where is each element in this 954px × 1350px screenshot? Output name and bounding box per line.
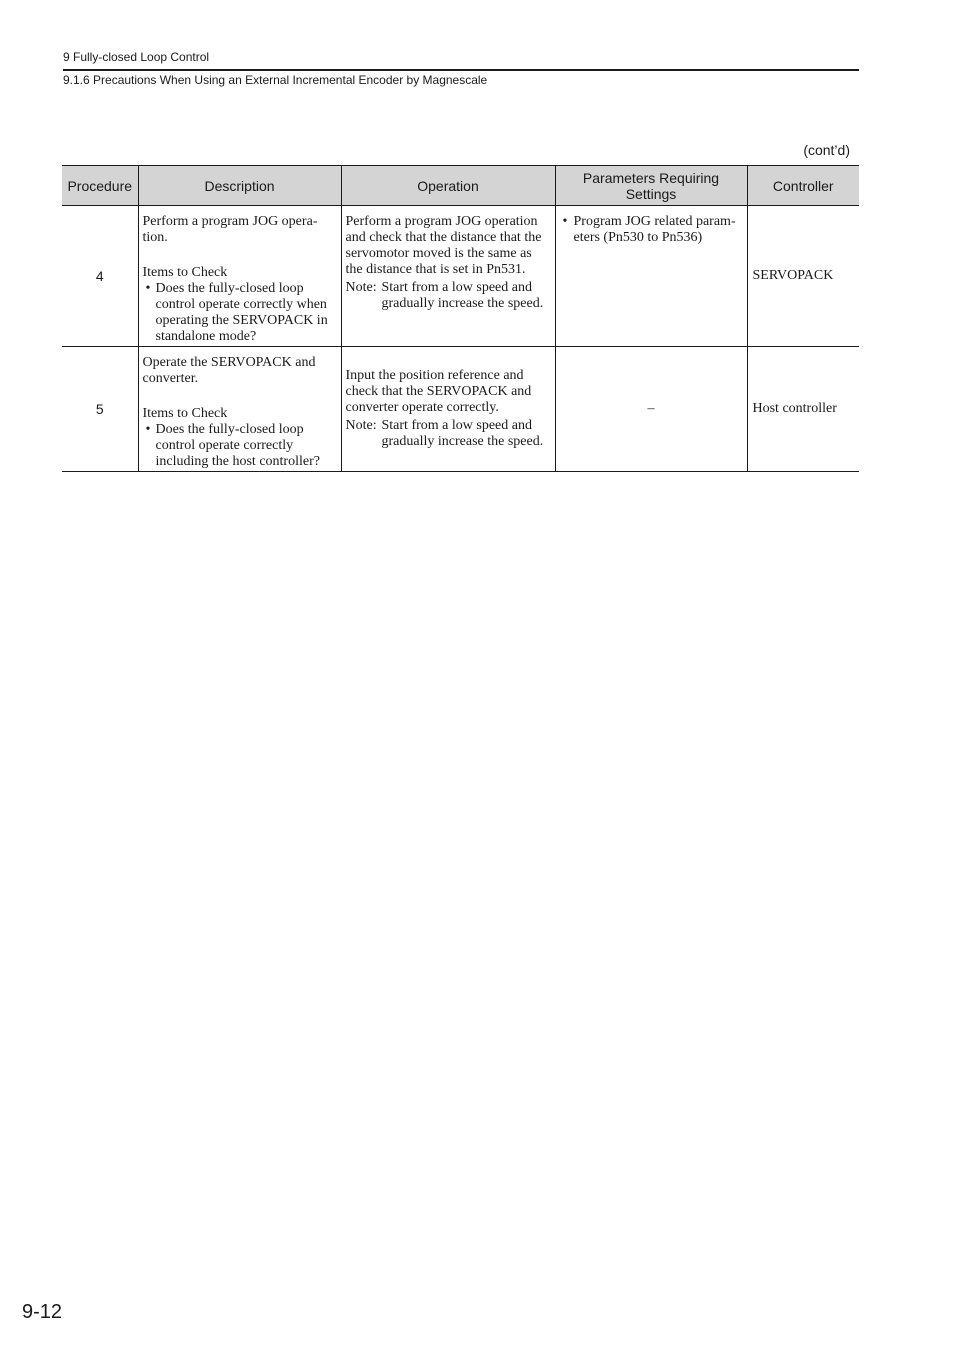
spacer [143, 246, 337, 265]
column-header-parameters [555, 166, 747, 206]
procedure-number: 5 [62, 347, 138, 472]
table-row [62, 347, 859, 472]
check-item-text: Does the fully-closed loop control operate correctly when operating the SERVOPACK in standalone mode? [155, 281, 328, 344]
bullet-icon: • [145, 281, 151, 296]
description-text: Perform a program JOG opera-tion. [142, 214, 318, 245]
page-number: 9-12 [22, 1301, 63, 1323]
operation-text: Input the position reference and check that the SERVOPACK and converter operate correctly. [345, 368, 532, 415]
parameter-item [561, 214, 743, 246]
note-text: Start from a low speed and gradually increase the speed. [381, 280, 544, 311]
items-to-check-heading: Items to Check [142, 406, 228, 421]
procedure-table [62, 165, 859, 472]
description-cell [138, 206, 341, 347]
chapter-heading: 9 Fully-closed Loop Control [63, 50, 210, 64]
table-row [62, 206, 859, 347]
column-header-controller: Controller [747, 166, 859, 206]
column-header-procedure: Procedure [62, 166, 138, 206]
table-header-row [62, 166, 859, 206]
parameters-cell: – [555, 347, 747, 472]
parameters-cell [555, 206, 747, 347]
note-label: Note: [345, 418, 377, 433]
operation-text: Perform a program JOG operation and check that the distance that the servomotor moved is the same as the distance that is set in Pn531. [345, 214, 542, 277]
check-item [143, 422, 337, 470]
operation-cell [341, 206, 555, 347]
column-header-parameters-text: Parameters Requiring Settings [582, 169, 720, 202]
controller-cell: Host controller [747, 347, 859, 472]
operation-cell [341, 347, 555, 472]
section-heading: 9.1.6 Precautions When Using an External Incremental Encoder by Magnescale [63, 73, 488, 87]
operation-note [346, 280, 551, 312]
column-header-operation: Operation [341, 166, 555, 206]
description-text: Operate the SERVOPACK and converter. [142, 355, 316, 386]
operation-note [346, 418, 551, 450]
bullet-icon: • [145, 422, 151, 437]
parameter-item-text: Program JOG related param-eters (Pn530 to Pn536) [573, 214, 736, 245]
header-divider [63, 69, 859, 71]
continued-label: (cont’d) [803, 142, 850, 158]
bullet-icon: • [562, 214, 568, 229]
note-label: Note: [345, 280, 377, 295]
column-header-description: Description [138, 166, 341, 206]
check-item-text: Does the fully-closed loop control operate correctly including the host controller? [155, 422, 320, 469]
items-to-check-heading: Items to Check [142, 265, 228, 280]
spacer [143, 387, 337, 406]
controller-cell: SERVOPACK [747, 206, 859, 347]
description-cell [138, 347, 341, 472]
check-item [143, 281, 337, 345]
procedure-number: 4 [62, 206, 138, 347]
note-text: Start from a low speed and gradually increase the speed. [381, 418, 544, 449]
